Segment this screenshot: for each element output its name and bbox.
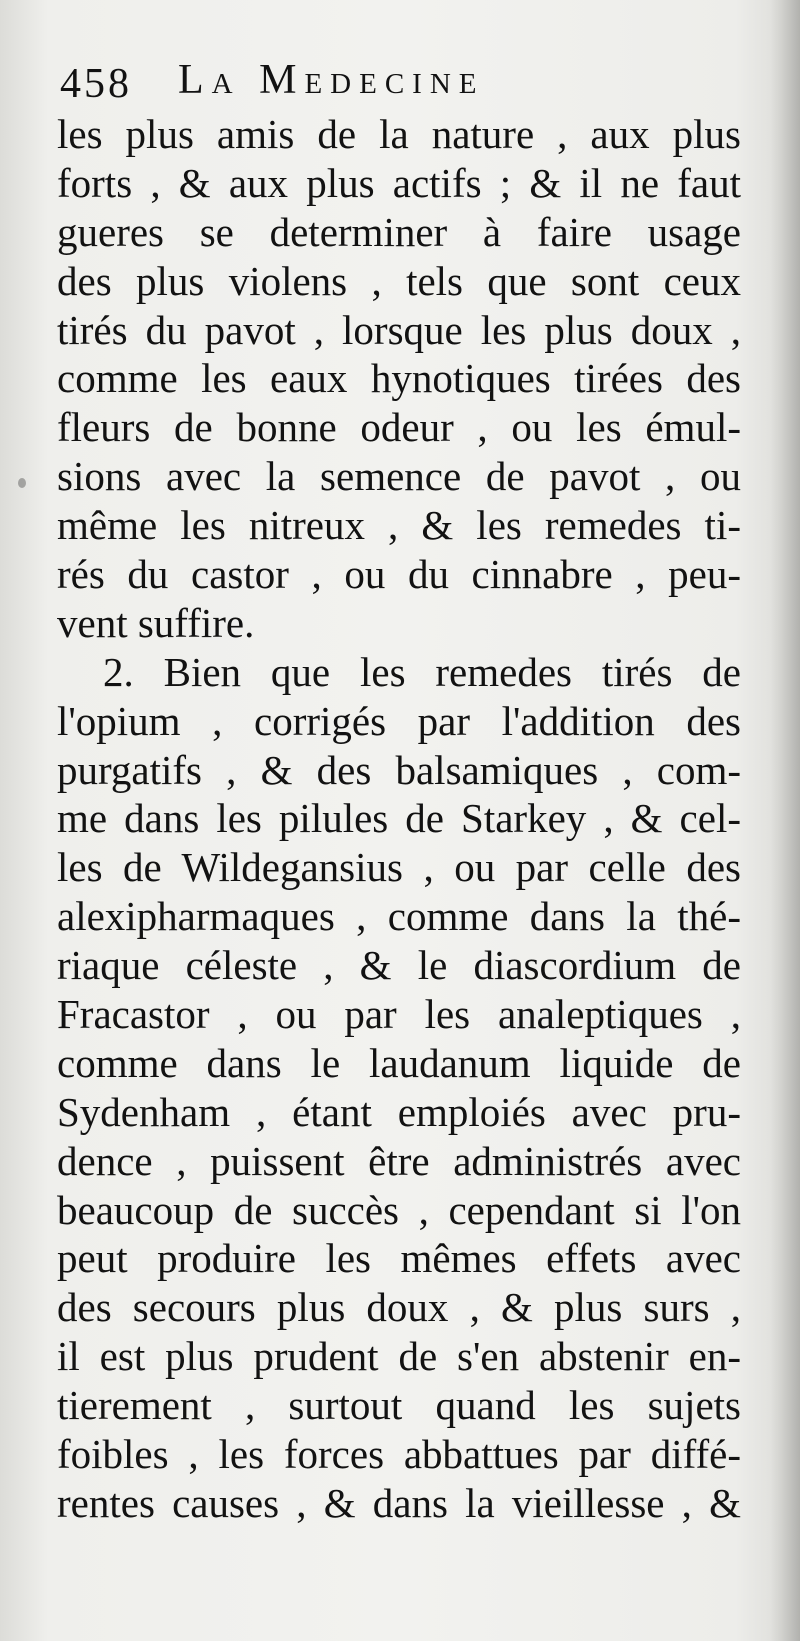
text-line: Sydenham , étant emploiés avec pru- bbox=[57, 1088, 741, 1135]
text-line: même les nitreux , & les remedes ti- bbox=[57, 502, 741, 549]
text-line: il est plus prudent de s'en abstenir en- bbox=[57, 1333, 741, 1380]
text-line: beaucoup de succès , cependant si l'on bbox=[57, 1186, 741, 1233]
page-gutter-shadow bbox=[770, 0, 800, 1641]
text-line: Fracastor , ou par les analeptiques , bbox=[57, 991, 741, 1038]
text-line: purgatifs , & des balsamiques , com- bbox=[57, 746, 741, 793]
text-line: les de Wildegansius , ou par celle des bbox=[57, 844, 741, 891]
text-line: dence , puissent être administrés avec bbox=[57, 1137, 741, 1184]
text-line: vent suffire. bbox=[57, 599, 255, 646]
text-line: 2. Bien que les remedes tirés de bbox=[103, 648, 741, 695]
page-header bbox=[60, 56, 760, 108]
text-line: forts , & aux plus actifs ; & il ne faut bbox=[57, 159, 741, 206]
text-line: comme dans le laudanum liquide de bbox=[57, 1039, 741, 1086]
text-line: alexipharmaques , comme dans la thé- bbox=[57, 893, 741, 940]
text-line: des plus violens , tels que sont ceux bbox=[57, 257, 741, 304]
text-line: rentes causes , & dans la vieillesse , & bbox=[57, 1479, 741, 1526]
text-line: tierement , surtout quand les sujets bbox=[57, 1382, 741, 1429]
text-line: fleurs de bonne odeur , ou les émul- bbox=[57, 404, 741, 451]
text-line: l'opium , corrigés par l'addition des bbox=[57, 697, 741, 744]
text-line: tirés du pavot , lorsque les plus doux , bbox=[57, 306, 741, 353]
text-line: peut produire les mêmes effets avec bbox=[57, 1235, 741, 1282]
page-number: 458 bbox=[60, 61, 132, 107]
text-line: les plus amis de la nature , aux plus bbox=[57, 111, 741, 157]
text-line: comme les eaux hynotiques tirées des bbox=[57, 355, 741, 402]
text-line: gueres se determiner à faire usage bbox=[57, 208, 741, 255]
text-line: riaque céleste , & le diascordium de bbox=[57, 942, 741, 989]
body-text bbox=[57, 110, 741, 1528]
text-line: foibles , les forces abbattues par diffé- bbox=[57, 1431, 741, 1478]
ink-speck bbox=[18, 478, 26, 488]
text-line: sions avec la semence de pavot , ou bbox=[57, 453, 741, 500]
running-title: La Medecine bbox=[178, 57, 485, 103]
text-line: des secours plus doux , & plus surs , bbox=[57, 1284, 741, 1331]
text-line: me dans les pilules de Starkey , & cel- bbox=[57, 795, 741, 842]
text-line: rés du castor , ou du cinnabre , peu- bbox=[57, 551, 741, 598]
